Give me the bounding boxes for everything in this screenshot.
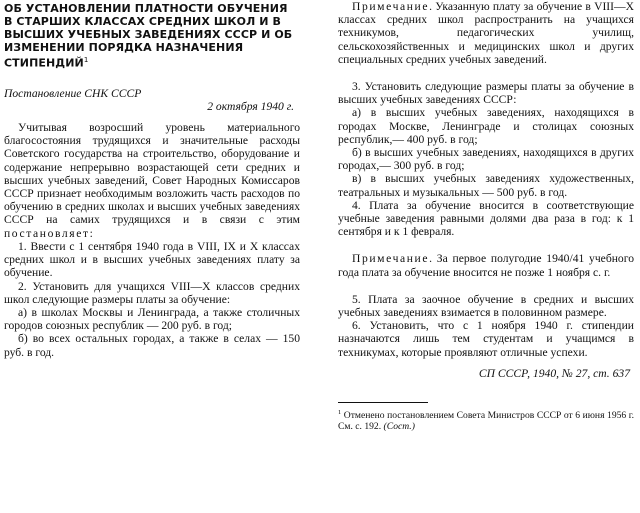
paragraph-5: 5. Плата за заочное обучение в средних и высших учебных заведениях взимается в половинном размере.: [338, 292, 634, 320]
paragraph-3: 3. Установить следующие размеры платы за обучение в высших учебных заведениях СССР:: [338, 80, 634, 107]
paragraph-6: 6. Установить, что с 1 ноября 1940 г. стипендии назначаются лишь тем студентам и учащимся в техникумах, которые проявляют отличные успехи.: [338, 319, 634, 359]
note-1: Примечание. Указанную плату за обучение в VIII—X классах средних школ распространить на учащихся техникумов, педагогических училищ, сельскохозяйственных и медицинских школ и других специальных средних учебных заведений.: [338, 0, 634, 66]
paragraph-4: 4. Плата за обучение вносится в соответствующие учебные заведения равными долями два раза в год: к 1 сентября и к 1 февраля.: [338, 198, 634, 239]
paragraph-2b: б) во всех остальных городах, а также в селах — 150 руб. в год.: [4, 332, 300, 359]
document-title: ОБ УСТАНОВЛЕНИИ ПЛАТНОСТИ ОБУЧЕНИЯ В СТАРШИХ КЛАССАХ СРЕДНИХ ШКОЛ И В ВЫСШИХ УЧЕБНЫХ ЗАВЕДЕНИЯХ СССР И ОБ ИЗМЕНЕНИИ ПОРЯДКА НАЗНАЧЕНИЯ СТИПЕНДИЙ$^1$: [4, 2, 293, 70]
footnote: $^1$ Отменено постановлением Совета Министров СССР от 6 июня 1956 г. См. с. 192. (Сост.): [338, 409, 634, 433]
note-2-label: Примечание: [352, 252, 430, 266]
preamble-paragraph: Учитывая возросший уровень материального благосостояния трудящихся и значительные расходы Советского государства на строительство, оборудование и содержание непрерывно возрастающей сети средних и высших учебных заведений, Совет Народных Комиссаров СССР признает необходимым возложить часть расходов по обучению в средних школах и высших учебных заведениях СССР на самих трудящихся и в связи с этим постановляет:: [4, 121, 300, 240]
paragraph-2: 2. Установить для учащихся VIII—X классов средних школ следующие размеры платы за обучение:: [4, 279, 300, 306]
decree-date: 2 октября 1940 г.: [207, 99, 294, 113]
note-2: Примечание. За первое полугодие 1940/41 учебного года плата за обучение вносится не позже 1 ноября с. г.: [338, 252, 634, 279]
footnote-mark: 1: [338, 409, 342, 417]
title-footnote-mark: 1: [83, 56, 89, 64]
decree-line: Постановление СНК СССР: [4, 86, 142, 100]
paragraph-3a: а) в высших учебных заведениях, находящихся в городах Москве, Ленинграде и столицах союзных республик,— 400 руб. в год;: [338, 106, 634, 146]
footnote-divider: [338, 402, 428, 403]
source-citation: СП СССР, 1940, № 27, ст. 637: [478, 366, 630, 380]
paragraph-3b: б) в высших учебных заведениях, находящихся в других городах,— 300 руб. в год;: [338, 146, 634, 173]
right-column: [338, 0, 634, 432]
paragraph-3c: в) в высших учебных заведениях художественных, театральных и музыкальных — 500 руб. в год.: [338, 172, 634, 199]
left-column: [4, 0, 300, 359]
footnote-ref: (Сост.): [383, 421, 415, 433]
note-1-label: Примечание: [352, 0, 430, 13]
paragraph-2a: а) в школах Москвы и Ленинграда, а также столичных городов союзных республик — 200 руб. в год;: [4, 305, 300, 333]
preamble-verb: постановляет: [4, 226, 90, 240]
paragraph-1: 1. Ввести с 1 сентября 1940 года в VIII, IX и X классах средних школ и в высших учебных заведениях плату за обучение.: [4, 239, 300, 280]
